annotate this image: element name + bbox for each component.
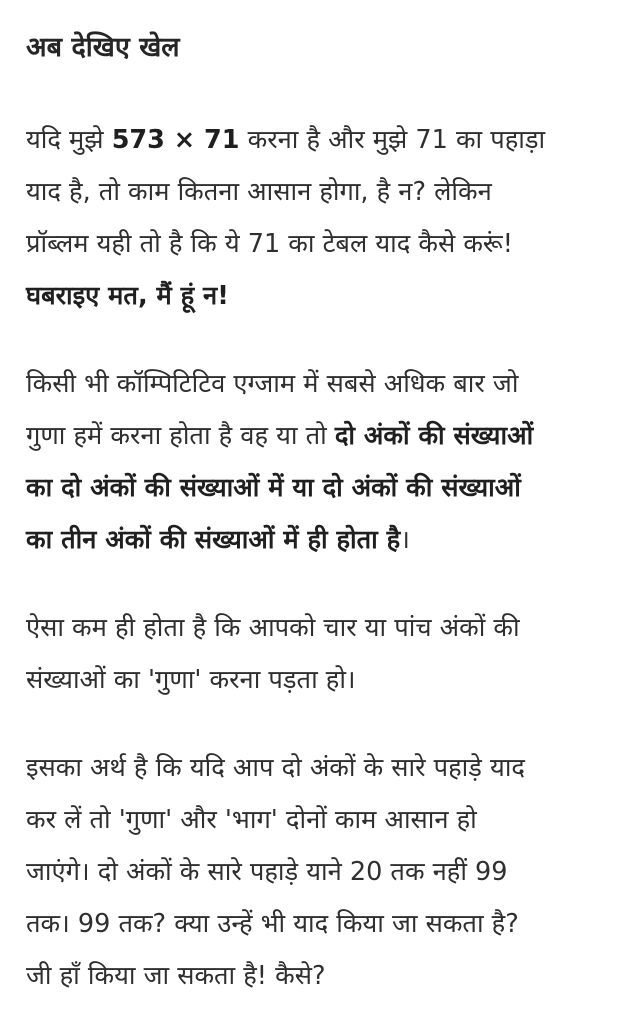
paragraph-4-line-3: जाएंगे। दो अंकों के सारे पहाड़े याने 20 तक नहीं 99 <box>26 857 508 887</box>
article-heading: अब देखिए खेल <box>26 32 180 63</box>
paragraph-4-line-1: इसका अर्थ है कि यदि आप दो अंकों के सारे पहाड़े याद <box>26 753 525 783</box>
paragraph-1-line-2: याद है, तो काम कितना आसान होगा, है न? लेकिन <box>26 177 492 207</box>
text-run: गुणा हमें करना होता है वह या तो <box>26 421 335 451</box>
paragraph-3-line-1: ऐसा कम ही होता है कि आपको चार या पांच अंकों की <box>26 613 520 643</box>
bold-reassurance: घबराइए मत, मैं हूं न! <box>26 281 229 311</box>
paragraph-1 <box>26 114 618 322</box>
text-run: । <box>400 525 410 555</box>
paragraph-2 <box>26 358 618 566</box>
paragraph-2-line-2 <box>26 410 618 462</box>
paragraph-4 <box>26 742 618 1002</box>
paragraph-3-line-2: संख्याओं का 'गुणा' करना पड़ता हो। <box>26 665 356 695</box>
paragraph-4-line-5: जी हाँ किया जा सकता है! कैसे? <box>26 961 326 991</box>
paragraph-2-line-3 <box>26 462 618 514</box>
paragraph-1-line-1 <box>26 114 618 166</box>
paragraph-2-line-4 <box>26 514 618 566</box>
paragraph-2-line-1: किसी भी कॉम्पिटिटिव एग्जाम में सबसे अधिक बार जो <box>26 369 519 399</box>
paragraph-1-line-4 <box>26 270 618 322</box>
text-run: यदि मुझे <box>26 125 112 155</box>
bold-expression: 573 × 71 <box>111 125 240 155</box>
paragraph-3 <box>26 602 618 706</box>
bold-text-run: का तीन अंकों की संख्याओं में ही होता है <box>26 525 401 555</box>
paragraph-1-line-3: प्रॉब्लम यही तो है कि ये 71 का टेबल याद कैसे करूं! <box>26 229 513 259</box>
paragraph-4-line-4: तक। 99 तक? क्या उन्हें भी याद किया जा सकता है? <box>26 909 519 939</box>
bold-text-run: दो अंकों की संख्याओं <box>334 421 534 451</box>
text-run: करना है और मुझे 71 का पहाड़ा <box>239 125 546 155</box>
paragraph-4-line-2: कर लें तो 'गुणा' और 'भाग' दोनों काम आसान हो <box>26 805 477 835</box>
bold-text-run: का दो अंकों की संख्याओं में या दो अंकों की संख्याओं <box>26 473 521 503</box>
